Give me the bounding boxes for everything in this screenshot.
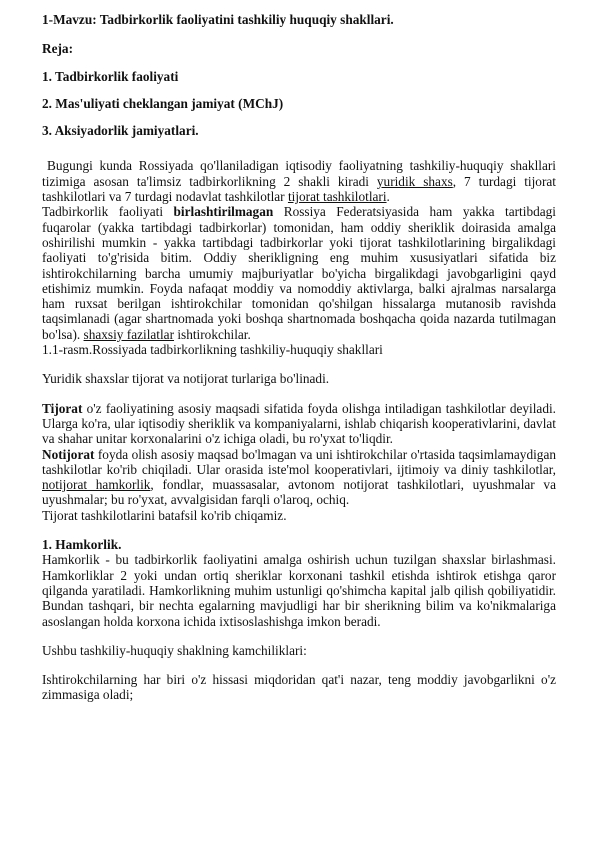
text: foyda olish asosiy maqsad bo'lmagan va uni ishtirokchilar o'rtasida taqsimlamaydigan tashkilotlar ko'rib chiqiladi. Ular orasida iste'mol kooperativlari, ijtimoiy va diniy tashkilotlar, xyxy=(42,446,556,477)
paragraph-disadvantages-intro: Ushbu tashkiliy-huquqiy shaklning kamchiliklari: xyxy=(42,642,307,658)
text: ishtirokchilar. xyxy=(174,326,251,342)
paragraph-commercial xyxy=(42,401,556,447)
paragraph-intro xyxy=(42,158,556,204)
text: , fondlar, muassasalar, avtonom notijorat tashkilotlari, uyushmalar va uyushmalar; bu ro'yxat, avvalgisidan farqli o'laroq, ochiq. xyxy=(42,477,556,508)
paragraph-entrepreneurship xyxy=(42,204,556,342)
text: . xyxy=(386,189,390,205)
paragraph-legal-entities: Yuridik shaxslar tijorat va notijorat turlariga bo'linadi. xyxy=(42,371,330,387)
text: Tadbirkorlik faoliyati xyxy=(42,204,174,220)
bold-term: birlashtirilmagan xyxy=(173,204,274,220)
plan-item-1: 1. Tadbirkorlik faoliyati xyxy=(42,68,179,84)
text: , 7 turdagi tijorat tashkilotlari va 7 turdagi nodavlat tashkilotlar xyxy=(42,173,556,205)
text: Rossiya Federatsiyasida ham yakka tartibdagi fuqarolar (yakka tartibdagi tadbirkorlar) tomonidan, ham oddiy sheriklik doirasida amalga oshirilishi mumkin - yakka tartibdagi tadbirkorlar yoki tijorat tashkilotlarining birgalikdagi faoliyati to'g'risida bitim. Oddiy sherikligning eng muhim xususiyatlari sifatida biz ishtirokchilarning barcha umumiy majburiyatlar bo'yicha birgalikdagi javobgarligini qayd etishimiz mumkin. Foyda nafaqat moddiy va nomoddiy aktivlarga, balki ajralmas narsalarga ham ruxsat berilgan ishtirokchilar tomonidan qo'shilgan hissalarga mutanosib ravishda taqsimlanadi (agar shartnomada yoki boshqa shartnomada boshqacha qoida nazarda tutilmagan bo'lsa). xyxy=(42,204,556,342)
text: Bugungi kunda Rossiyada qo'llaniladigan iqtisodiy faoliyatning tashkiliy-huquqiy shakllari tizimiga asosan ta'limsiz tadbirkorlikning 2 shakli kiradi xyxy=(42,158,556,189)
document-page xyxy=(42,12,556,703)
figure-caption: 1.1-rasm.Rossiyada tadbirkorlikning tashkiliy-huquqiy shakllari xyxy=(42,342,383,358)
paragraph-partnership: Hamkorlik - bu tadbirkorlik faoliyatini amalga oshirish uchun tuzilgan shaxslar birlashmasi. Hamkorliklar 2 yoki undan ortiq sheriklar korxonani tashkil etishda ishtirok etishga qaror qilganda yaratiladi. Hamkorlikning muhim ustunligi qo'shimcha kapital jalb qilish qobiliyatidir. Bundan tashqari, bir nechta egalarning mavjudligi har bir sherikning bilim va ko'nikmalariga asoslangan holda korxona ichida ixtisoslashishga imkon beradi. xyxy=(42,552,556,629)
paragraph-disadvantage-1: Ishtirokchilarning har biri o'z hissasi miqdoridan qat'i nazar, teng moddiy javobgarlikni o'z zimmasiga oladi; xyxy=(42,672,556,703)
section-heading-partnership: 1. Hamkorlik. xyxy=(42,537,122,553)
bold-term: Notijorat xyxy=(42,446,95,462)
link-shaxsiy-fazilatlar[interactable]: shaxsiy fazilatlar xyxy=(83,326,175,342)
document-title: 1-Mavzu: Tadbirkorlik faoliyatini tashkiliy huquqiy shakllari. xyxy=(42,12,394,27)
link-tijorat-tashkilotlari[interactable]: tijorat tashkilotlari xyxy=(287,189,387,205)
link-yuridik-shaxs[interactable]: yuridik shaxs xyxy=(376,173,453,189)
link-notijorat-hamkorlik[interactable]: notijorat hamkorlik xyxy=(42,477,151,493)
plan-item-3: 3. Aksiyadorlik jamiyatlari. xyxy=(42,123,199,139)
plan-item-2: 2. Mas'uliyati cheklangan jamiyat (MChJ) xyxy=(42,95,284,111)
paragraph-noncommercial xyxy=(42,447,556,508)
bold-term: Tijorat xyxy=(42,400,83,416)
plan-label: Reja: xyxy=(42,41,74,57)
paragraph-commercial-detail: Tijorat tashkilotlarini batafsil ko'rib chiqamiz. xyxy=(42,507,287,523)
text: o'z faoliyatining asosiy maqsadi sifatida foyda olishga intiladigan tashkilotlar deyiladi. Ularga ko'ra, ular iqtisodiy sheriklik va kompaniyalarni, ishlab chiqarish kooperativlarini, davlat va shahar unitar korxonalarini o'z ichiga oladi, bu ro'yxat to'liqdir. xyxy=(42,400,556,447)
